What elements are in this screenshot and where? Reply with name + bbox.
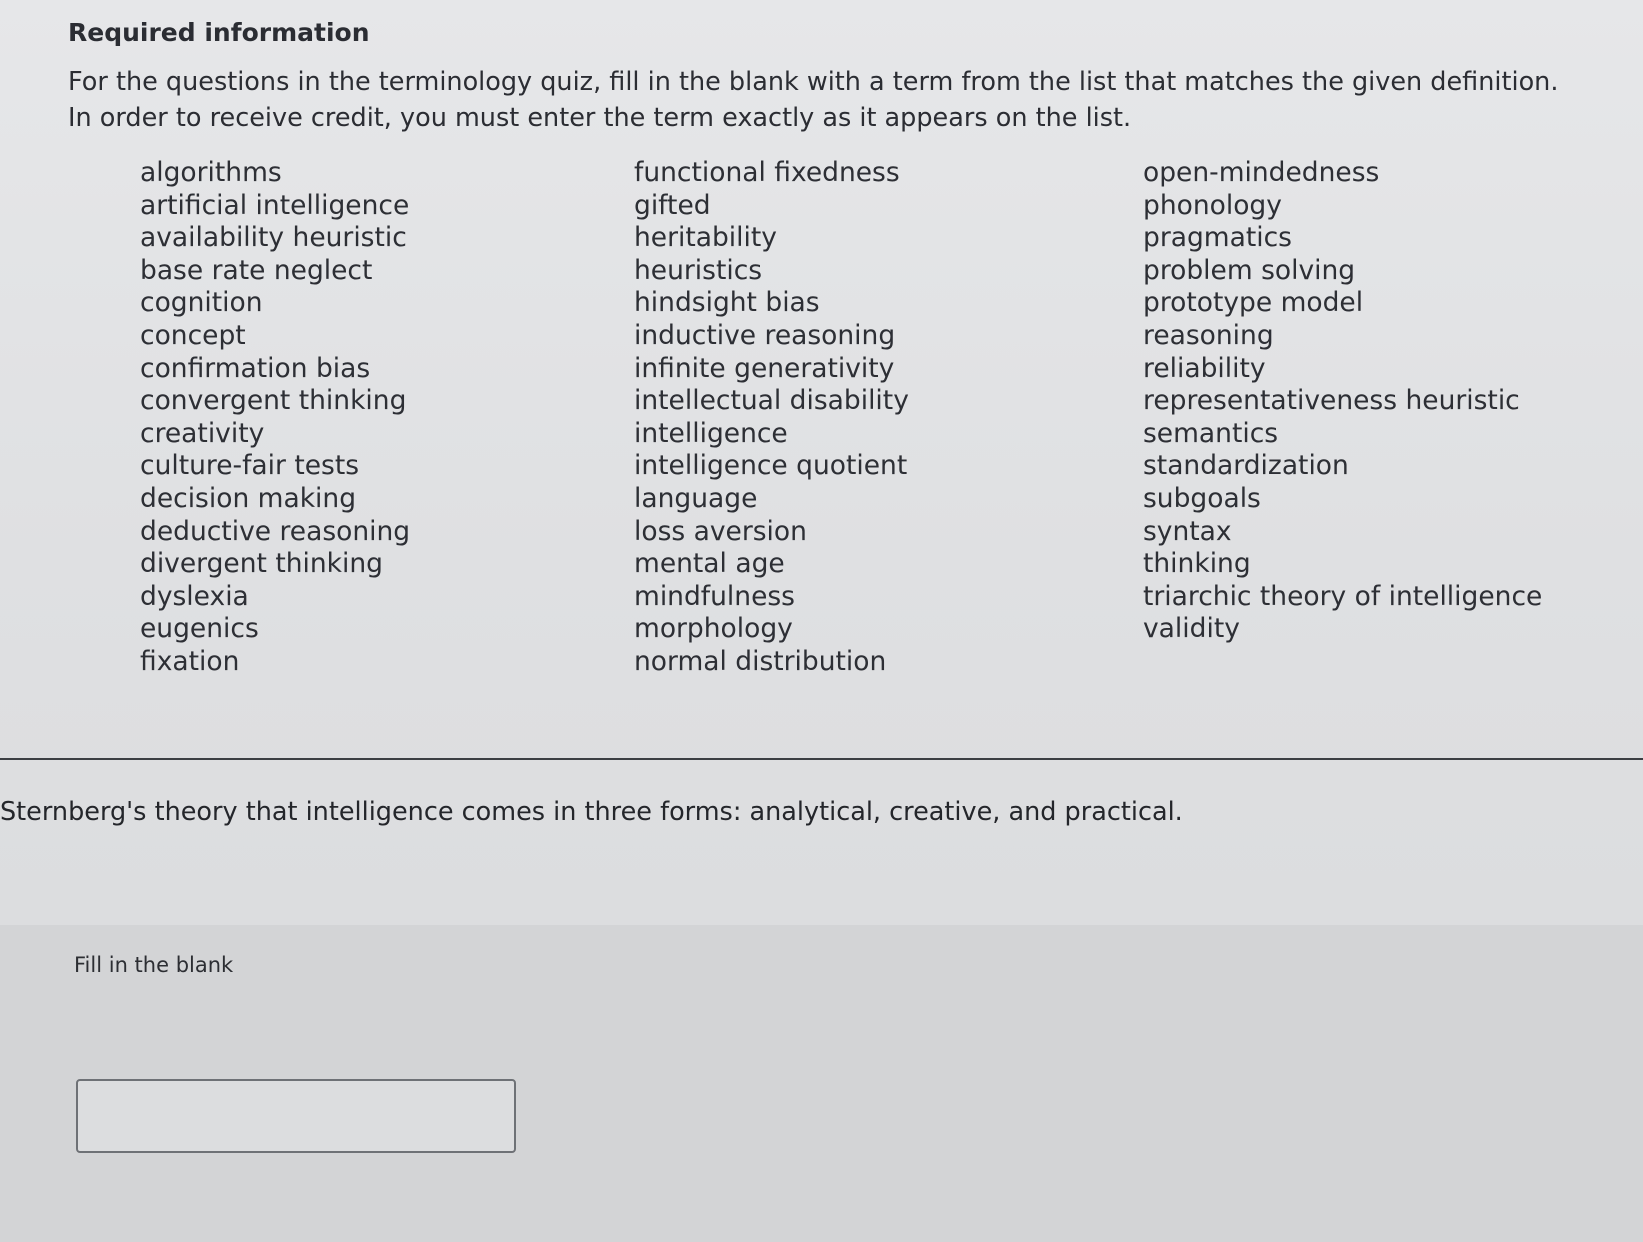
fill-in-blank-label: Fill in the blank [74, 953, 234, 977]
term-item: availability heuristic [140, 222, 407, 254]
term-item: creativity [140, 417, 265, 449]
term-item: eugenics [140, 613, 259, 645]
term-item: open-mindedness [1143, 157, 1380, 188]
term-item: pragmatics [1143, 222, 1292, 254]
term-column-2 [634, 157, 909, 679]
term-item: phonology [1143, 189, 1282, 221]
answer-section [0, 925, 1643, 1242]
term-item: normal distribution [634, 645, 887, 677]
term-item: morphology [634, 613, 793, 645]
term-item: dyslexia [140, 580, 249, 612]
term-item: subgoals [1143, 482, 1261, 514]
term-item: gifted [634, 189, 711, 221]
term-item: representativeness heuristic [1143, 385, 1520, 417]
term-item: algorithms [140, 157, 282, 188]
term-column-1 [140, 157, 410, 679]
term-item: functional fixedness [634, 157, 900, 188]
term-item: deductive reasoning [140, 515, 411, 547]
term-item: culture-fair tests [140, 450, 360, 482]
term-item: reliability [1143, 352, 1266, 384]
term-item: reasoning [1143, 319, 1274, 351]
term-item: intellectual disability [634, 385, 909, 417]
term-item: intelligence [634, 417, 788, 449]
term-item: problem solving [1143, 254, 1356, 286]
term-item: loss aversion [634, 515, 807, 547]
term-item: hindsight bias [634, 287, 820, 319]
term-item: standardization [1143, 450, 1349, 482]
answer-input[interactable] [76, 1079, 516, 1153]
term-item: decision making [140, 482, 357, 514]
term-item: validity [1143, 613, 1240, 645]
term-item: mindfulness [634, 580, 795, 612]
info-title: Required information [68, 18, 370, 47]
term-item: inductive reasoning [634, 319, 896, 351]
term-item: confirmation bias [140, 352, 371, 384]
term-item: prototype model [1143, 287, 1364, 319]
term-item: fixation [140, 645, 240, 677]
term-item: convergent thinking [140, 385, 407, 417]
term-item: semantics [1143, 417, 1279, 449]
term-column-3 [1143, 157, 1542, 646]
term-item: infinite generativity [634, 352, 895, 384]
term-item: divergent thinking [140, 548, 384, 580]
term-item: heuristics [634, 254, 763, 286]
term-item: language [634, 482, 758, 514]
term-item: heritability [634, 222, 777, 254]
term-item: thinking [1143, 548, 1251, 580]
instructions-text: For the questions in the terminology quiz, fill in the blank with a term from the list that matches the given definition. In order to receive credit, you must enter the term exactly as it appears on the list. [68, 67, 1559, 133]
term-item: artificial intelligence [140, 189, 410, 221]
term-item: base rate neglect [140, 254, 373, 286]
term-item: cognition [140, 287, 263, 319]
question-definition: Sternberg's theory that intelligence comes in three forms: analytical, creative, and practical. [0, 797, 1183, 827]
term-item: concept [140, 319, 246, 351]
term-item: triarchic theory of intelligence [1143, 580, 1543, 612]
term-item: mental age [634, 548, 785, 580]
term-item: intelligence quotient [634, 450, 908, 482]
term-item: syntax [1143, 515, 1232, 547]
